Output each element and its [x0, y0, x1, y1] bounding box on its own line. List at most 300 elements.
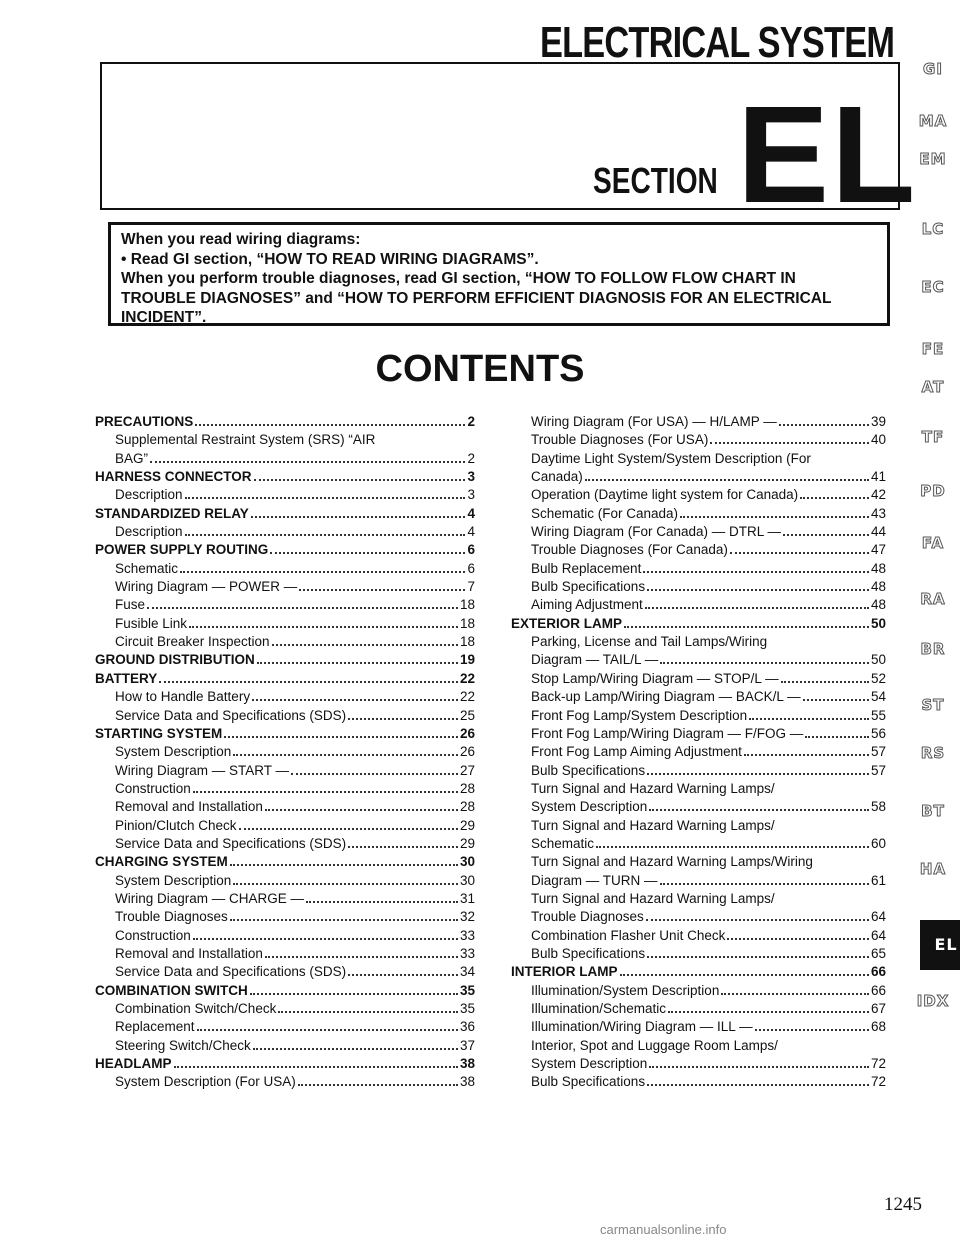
section-tab-ra[interactable]: RA	[920, 590, 946, 608]
toc-section-entry[interactable]	[95, 468, 475, 486]
toc-entry-text: Turn Signal and Hazard Warning Lamps/	[531, 780, 775, 796]
toc-entry-title: Steering Switch/Check	[115, 1037, 251, 1053]
toc-entry[interactable]	[95, 762, 475, 780]
toc-section-entry[interactable]	[511, 615, 886, 633]
toc-entry-title: Pinion/Clutch Check	[115, 817, 237, 833]
toc-entry[interactable]	[95, 486, 475, 504]
toc-entry[interactable]	[511, 707, 886, 725]
dot-leader	[278, 1011, 458, 1013]
toc-entry-title: EXTERIOR LAMP	[511, 615, 623, 631]
toc-entry-title: Removal and Installation	[115, 945, 263, 961]
toc-entry[interactable]	[511, 927, 886, 945]
toc-entry[interactable]	[511, 945, 886, 963]
toc-page-number: 18	[459, 597, 475, 613]
dot-leader	[660, 662, 869, 664]
toc-entry[interactable]	[95, 560, 475, 578]
toc-entry[interactable]	[511, 1018, 886, 1036]
toc-page-number: 4	[467, 524, 475, 540]
section-tab-rs[interactable]: RS	[920, 744, 946, 762]
toc-page-number: 33	[459, 927, 475, 943]
toc-page-number: 66	[870, 964, 886, 980]
toc-entry-title: POWER SUPPLY ROUTING	[95, 542, 269, 558]
toc-entry-title: Combination Flasher Unit Check	[531, 927, 726, 943]
toc-entry-title: Front Fog Lamp/Wiring Diagram — F/FOG —	[531, 725, 804, 741]
section-tab-em[interactable]: EM	[919, 150, 947, 168]
dot-leader	[645, 607, 869, 609]
toc-entry[interactable]	[95, 1073, 475, 1091]
toc-page-number: 28	[459, 799, 475, 815]
toc-page-number: 61	[870, 872, 886, 888]
toc-page-number: 56	[870, 725, 886, 741]
toc-page-number: 55	[870, 707, 886, 723]
toc-entry-title: Service Data and Specifications (SDS)	[115, 707, 347, 723]
dot-leader	[744, 754, 869, 756]
toc-section-entry[interactable]	[511, 963, 886, 981]
toc-entry-title: Illumination/Wiring Diagram — ILL —	[531, 1019, 753, 1035]
toc-entry-title: COMBINATION SWITCH	[95, 982, 248, 998]
toc-entry[interactable]	[511, 596, 886, 614]
toc-page-number: 36	[459, 1019, 475, 1035]
dot-leader	[680, 516, 869, 518]
dot-leader	[783, 534, 869, 536]
toc-page-number: 3	[467, 469, 475, 485]
toc-entry[interactable]	[511, 486, 886, 504]
toc-page-number: 48	[870, 579, 886, 595]
section-tab-lc[interactable]: LC	[921, 220, 945, 238]
dot-leader	[781, 681, 869, 683]
toc-entry-title: Trouble Diagnoses	[115, 909, 228, 925]
section-tab-ha[interactable]: HA	[919, 860, 947, 878]
dot-leader	[193, 938, 458, 940]
dot-leader	[348, 974, 458, 976]
toc-entry-title: Service Data and Specifications (SDS)	[115, 964, 347, 980]
section-tab-idx[interactable]: IDX	[916, 992, 950, 1010]
dot-leader	[233, 883, 458, 885]
toc-entry-title: STARTING SYSTEM	[95, 725, 223, 741]
toc-entry[interactable]	[95, 780, 475, 798]
toc-page-number: 41	[870, 469, 886, 485]
dot-leader	[197, 1029, 458, 1031]
toc-entry-title: BATTERY	[95, 670, 158, 686]
toc-entry-title: System Description	[531, 799, 648, 815]
toc-page-number: 22	[459, 670, 475, 686]
dot-leader	[224, 736, 458, 738]
dot-leader	[306, 901, 458, 903]
toc-page-number: 60	[870, 835, 886, 851]
section-tab-ma[interactable]: MA	[918, 112, 948, 130]
toc-entry[interactable]	[511, 982, 886, 1000]
toc-section-entry[interactable]	[95, 413, 475, 431]
toc-entry-title: Stop Lamp/Wiring Diagram — STOP/L —	[531, 670, 779, 686]
section-tab-tf[interactable]: TF	[921, 428, 945, 446]
toc-entry[interactable]	[95, 578, 475, 596]
toc-page-number: 67	[870, 1001, 886, 1016]
dot-leader	[647, 1084, 869, 1086]
toc-page-number: 35	[459, 1001, 475, 1016]
notice-line: • Read GI section, “HOW TO READ WIRING DIAGRAMS”.	[121, 250, 539, 268]
toc-entry[interactable]	[511, 798, 886, 816]
toc-page-number: 42	[870, 487, 886, 503]
toc-entry-text: Turn Signal and Hazard Warning Lamps/Wiring	[531, 854, 813, 870]
dot-leader	[254, 479, 466, 481]
dot-leader	[189, 626, 458, 628]
section-tab-ec[interactable]: EC	[921, 278, 945, 296]
toc-entry-text: Supplemental Restraint System (SRS) “AIR	[115, 432, 376, 448]
toc-page-number: 26	[459, 744, 475, 760]
toc-entry-title: Illumination/System Description	[531, 982, 720, 998]
toc-entry[interactable]	[95, 615, 475, 633]
dot-leader	[596, 846, 869, 848]
toc-entry-title: GROUND DISTRIBUTION	[95, 652, 255, 668]
toc-entry[interactable]	[511, 835, 886, 853]
dot-leader	[749, 718, 869, 720]
toc-page-number: 48	[870, 597, 886, 613]
toc-page-number: 30	[459, 872, 475, 888]
notice-line: INCIDENT”.	[121, 309, 207, 326]
toc-page-number: 35	[459, 982, 475, 998]
dot-leader	[585, 479, 869, 481]
toc-entry[interactable]	[511, 688, 886, 706]
toc-entry[interactable]	[95, 927, 475, 945]
toc-entry-title: Front Fog Lamp Aiming Adjustment	[531, 744, 742, 760]
toc-entry[interactable]	[511, 908, 886, 926]
toc-entry-title: Construction	[115, 780, 191, 796]
dot-leader	[180, 571, 465, 573]
toc-page-number: 29	[459, 817, 475, 833]
toc-page-number: 50	[870, 652, 886, 668]
toc-page-number: 72	[870, 1056, 886, 1072]
toc-entry[interactable]	[511, 541, 886, 559]
toc-entry-title: BAG”	[115, 450, 149, 466]
dot-leader	[803, 699, 869, 701]
dot-leader	[624, 626, 869, 628]
toc-entry[interactable]	[95, 890, 475, 908]
toc-entry[interactable]	[95, 963, 475, 981]
toc-page-number: 48	[870, 560, 886, 576]
dot-leader	[230, 919, 458, 921]
toc-page-number: 40	[870, 432, 886, 448]
toc-entry-title: HARNESS CONNECTOR	[95, 469, 252, 485]
toc-page-number: 54	[870, 689, 886, 705]
toc-entry-text: Parking, License and Tail Lamps/Wiring	[531, 634, 768, 650]
toc-page-number: 27	[459, 762, 475, 778]
section-title: ELECTRICAL SYSTEM	[540, 18, 895, 67]
toc-entry[interactable]	[511, 560, 886, 578]
toc-entry-text: Turn Signal and Hazard Warning Lamps/	[531, 890, 775, 906]
toc-entry[interactable]	[95, 798, 475, 816]
toc-entry-title: Bulb Specifications	[531, 579, 646, 595]
dot-leader	[646, 919, 869, 921]
dot-leader	[185, 534, 466, 536]
toc-entry[interactable]	[95, 450, 475, 468]
dot-leader	[159, 681, 458, 683]
toc-entry[interactable]	[95, 523, 475, 541]
watermark: carmanualsonline.info	[600, 1222, 727, 1237]
section-tab-gi[interactable]: GI	[923, 60, 943, 78]
toc-page-number: 65	[870, 945, 886, 961]
toc-entry-title: Wiring Diagram — CHARGE —	[115, 890, 305, 906]
toc-page-number: 29	[459, 835, 475, 851]
toc-page-number: 7	[467, 579, 475, 595]
toc-entry-text: Turn Signal and Hazard Warning Lamps/	[531, 817, 775, 833]
toc-entry-title: System Description	[531, 1056, 648, 1072]
toc-page-number: 39	[870, 414, 886, 429]
toc-entry[interactable]	[511, 468, 886, 486]
dot-leader	[193, 791, 458, 793]
dot-leader	[291, 773, 458, 775]
toc-entry-title: Wiring Diagram — POWER —	[115, 579, 298, 595]
toc-entry-title: Description	[115, 487, 183, 503]
toc-page-number: 28	[459, 780, 475, 796]
dot-leader	[265, 956, 458, 958]
toc-entry-text: Interior, Spot and Luggage Room Lamps/	[531, 1037, 778, 1053]
toc-entry-title: INTERIOR LAMP	[511, 964, 618, 980]
dot-leader	[647, 773, 869, 775]
dot-leader	[660, 883, 869, 885]
section-tab-el[interactable]: EL	[920, 920, 960, 970]
toc-entry[interactable]	[511, 1073, 886, 1091]
toc-entry-title: Schematic (For Canada)	[531, 505, 679, 521]
toc-section-entry[interactable]	[95, 1055, 475, 1073]
dot-leader	[620, 974, 869, 976]
dot-leader	[727, 938, 869, 940]
toc-section-entry[interactable]	[95, 505, 475, 523]
toc-page-number: 38	[459, 1074, 475, 1090]
toc-entry[interactable]	[95, 1037, 475, 1055]
toc-entry-title: Diagram — TAIL/L —	[531, 652, 659, 668]
toc-entry[interactable]	[511, 743, 886, 761]
toc-section-entry[interactable]	[95, 853, 475, 871]
dot-leader	[800, 497, 869, 499]
toc-entry-title: STANDARDIZED RELAY	[95, 505, 249, 521]
toc-page-number: 3	[467, 487, 475, 503]
section-tab-fa[interactable]: FA	[921, 534, 945, 552]
toc-entry-text: Daytime Light System/System Description (For	[531, 450, 811, 466]
toc-entry[interactable]	[95, 1018, 475, 1036]
toc-entry-title: Wiring Diagram (For USA) — H/LAMP —	[531, 414, 777, 429]
toc-entry-title: Combination Switch/Check	[115, 1001, 277, 1016]
toc-entry-title: Operation (Daytime light system for Canada)	[531, 487, 799, 503]
toc-page-number: 25	[459, 707, 475, 723]
toc-page-number: 31	[459, 890, 475, 906]
toc-entry-title: CHARGING SYSTEM	[95, 854, 228, 870]
toc-section-entry[interactable]	[95, 670, 475, 688]
toc-entry-title: Fuse	[115, 597, 146, 613]
toc-entry[interactable]	[95, 872, 475, 890]
dot-leader	[649, 809, 869, 811]
section-tab-st[interactable]: ST	[921, 696, 945, 714]
toc-page-number: 72	[870, 1074, 886, 1090]
toc-entry-title: Trouble Diagnoses (For USA)	[531, 432, 709, 448]
toc-page-number: 37	[459, 1037, 475, 1053]
toc-entry[interactable]	[95, 817, 475, 835]
dot-leader	[185, 497, 466, 499]
dot-leader	[257, 662, 458, 664]
dot-leader	[250, 993, 458, 995]
toc-page-number: 6	[467, 542, 475, 558]
toc-entry-title: Schematic	[115, 560, 179, 576]
toc-entry-title: Wiring Diagram — START —	[115, 762, 290, 778]
toc-entry[interactable]	[95, 688, 475, 706]
toc-entry-title: Bulb Specifications	[531, 1074, 646, 1090]
toc-entry[interactable]	[511, 762, 886, 780]
dot-leader	[730, 552, 869, 554]
toc-page-number: 30	[459, 854, 475, 870]
toc-entry-title: Illumination/Schematic	[531, 1001, 667, 1016]
dot-leader	[721, 993, 869, 995]
toc-page-number: 44	[870, 524, 886, 540]
toc-entry[interactable]	[511, 578, 886, 596]
toc-section-entry[interactable]	[95, 541, 475, 559]
dot-leader	[147, 607, 458, 609]
toc-entry-title: PRECAUTIONS	[95, 414, 194, 429]
dot-leader	[299, 589, 465, 591]
dot-leader	[253, 1048, 458, 1050]
dot-leader	[252, 699, 458, 701]
toc-entry[interactable]	[511, 505, 886, 523]
notice-line: When you read wiring diagrams:	[121, 231, 361, 248]
section-tab-br[interactable]: BR	[920, 640, 946, 658]
toc-entry[interactable]	[511, 872, 886, 890]
toc-page-number: 6	[467, 560, 475, 576]
section-tab-fe[interactable]: FE	[921, 340, 945, 358]
toc-entry-title: Construction	[115, 927, 191, 943]
dot-leader	[710, 442, 869, 444]
toc-entry[interactable]	[511, 725, 886, 743]
toc-entry-title: Bulb Replacement	[531, 560, 642, 576]
dot-leader	[805, 736, 869, 738]
toc-entry[interactable]	[511, 523, 886, 541]
toc-left-column	[95, 413, 475, 1092]
toc-entry-title: How to Handle Battery	[115, 689, 251, 705]
dot-leader	[195, 424, 465, 426]
toc-entry-title: Replacement	[115, 1019, 195, 1035]
dot-leader	[150, 461, 465, 463]
toc-entry-title: Bulb Specifications	[531, 945, 646, 961]
toc-page-number: 64	[870, 927, 886, 943]
toc-entry-title: Canada)	[531, 469, 583, 485]
dot-leader	[239, 828, 458, 830]
toc-page-number: 18	[459, 615, 475, 631]
toc-entry-title: Removal and Installation	[115, 799, 263, 815]
dot-leader	[348, 846, 458, 848]
toc-entry-title: System Description (For USA)	[115, 1074, 296, 1090]
toc-page-number: 58	[870, 799, 886, 815]
toc-entry[interactable]	[95, 1000, 475, 1018]
toc-entry-title: Wiring Diagram (For Canada) — DTRL —	[531, 524, 782, 540]
toc-entry[interactable]	[95, 707, 475, 725]
toc-page-number: 22	[459, 689, 475, 705]
toc-section-entry[interactable]	[95, 725, 475, 743]
toc-entry[interactable]	[95, 945, 475, 963]
toc-page-number: 34	[459, 964, 475, 980]
dot-leader	[272, 644, 458, 646]
section-tab-pd[interactable]: PD	[920, 482, 946, 500]
toc-entry[interactable]	[95, 633, 475, 651]
toc-entry-title: Trouble Diagnoses	[531, 909, 644, 925]
toc-page-number: 57	[870, 762, 886, 778]
dot-leader	[298, 1084, 458, 1086]
dot-leader	[779, 424, 869, 426]
toc-entry-title: Fusible Link	[115, 615, 188, 631]
toc-page-number: 33	[459, 945, 475, 961]
toc-entry[interactable]	[95, 835, 475, 853]
toc-page-number: 47	[870, 542, 886, 558]
dot-leader	[647, 589, 869, 591]
toc-entry-title: Circuit Breaker Inspection	[115, 634, 270, 650]
toc-page-number: 50	[870, 615, 886, 631]
toc-page-number: 2	[467, 414, 475, 429]
toc-entry-title: System Description	[115, 744, 232, 760]
toc-page-number: 43	[870, 505, 886, 521]
toc-right-column	[511, 413, 886, 1092]
toc-entry[interactable]	[95, 743, 475, 761]
toc-entry-title: Trouble Diagnoses (For Canada)	[531, 542, 728, 558]
notice-box	[108, 222, 890, 326]
toc-entry-title: Schematic	[531, 835, 595, 851]
section-tab-bt[interactable]: BT	[921, 802, 945, 820]
toc-entry[interactable]	[95, 596, 475, 614]
toc-page-number: 19	[459, 652, 475, 668]
toc-page-number: 32	[459, 909, 475, 925]
dot-leader	[251, 516, 466, 518]
dot-leader	[233, 754, 458, 756]
page-number: 1245	[884, 1194, 922, 1215]
toc-page-number: 66	[870, 982, 886, 998]
toc-page-number: 52	[870, 670, 886, 686]
toc-entry-title: Back-up Lamp/Wiring Diagram — BACK/L —	[531, 689, 801, 705]
toc-entry[interactable]	[511, 670, 886, 688]
toc-entry[interactable]	[95, 908, 475, 926]
section-word: SECTION	[593, 160, 718, 201]
dot-leader	[647, 956, 869, 958]
dot-leader	[643, 571, 869, 573]
dot-leader	[668, 1011, 869, 1013]
toc-section-entry[interactable]	[95, 651, 475, 669]
toc-page-number: 68	[870, 1019, 886, 1035]
dot-leader	[270, 552, 465, 554]
toc-page-number: 26	[459, 725, 475, 741]
toc-entry-title: System Description	[115, 872, 232, 888]
notice-line: When you perform trouble diagnoses, read GI section, “HOW TO FOLLOW FLOW CHART IN	[121, 270, 796, 287]
dot-leader	[174, 1066, 458, 1068]
toc-entry[interactable]	[511, 651, 886, 669]
dot-leader	[230, 864, 458, 866]
section-tab-at[interactable]: AT	[921, 378, 945, 396]
dot-leader	[649, 1066, 869, 1068]
toc-entry[interactable]	[511, 413, 886, 431]
toc-page-number: 38	[459, 1056, 475, 1072]
toc-entry[interactable]	[511, 1055, 886, 1073]
toc-entry-title: Aiming Adjustment	[531, 597, 643, 613]
toc-page-number: 57	[870, 744, 886, 760]
toc-section-entry[interactable]	[95, 982, 475, 1000]
toc-page-number: 2	[467, 450, 475, 466]
toc-entry[interactable]	[511, 431, 886, 449]
section-code: EL	[737, 78, 918, 232]
notice-line: TROUBLE DIAGNOSES” and “HOW TO PERFORM EFFICIENT DIAGNOSIS FOR AN ELECTRICAL	[121, 289, 832, 307]
toc-page-number: 64	[870, 909, 886, 925]
toc-entry-title: Service Data and Specifications (SDS)	[115, 835, 347, 851]
toc-entry-title: Bulb Specifications	[531, 762, 646, 778]
dot-leader	[755, 1029, 869, 1031]
toc-entry[interactable]	[511, 1000, 886, 1018]
toc-page-number: 4	[467, 505, 475, 521]
toc-page-number: 18	[459, 634, 475, 650]
toc-entry-title: Front Fog Lamp/System Description	[531, 707, 748, 723]
toc-entry-title: Diagram — TURN —	[531, 872, 658, 888]
toc-entry-title: Description	[115, 524, 183, 540]
